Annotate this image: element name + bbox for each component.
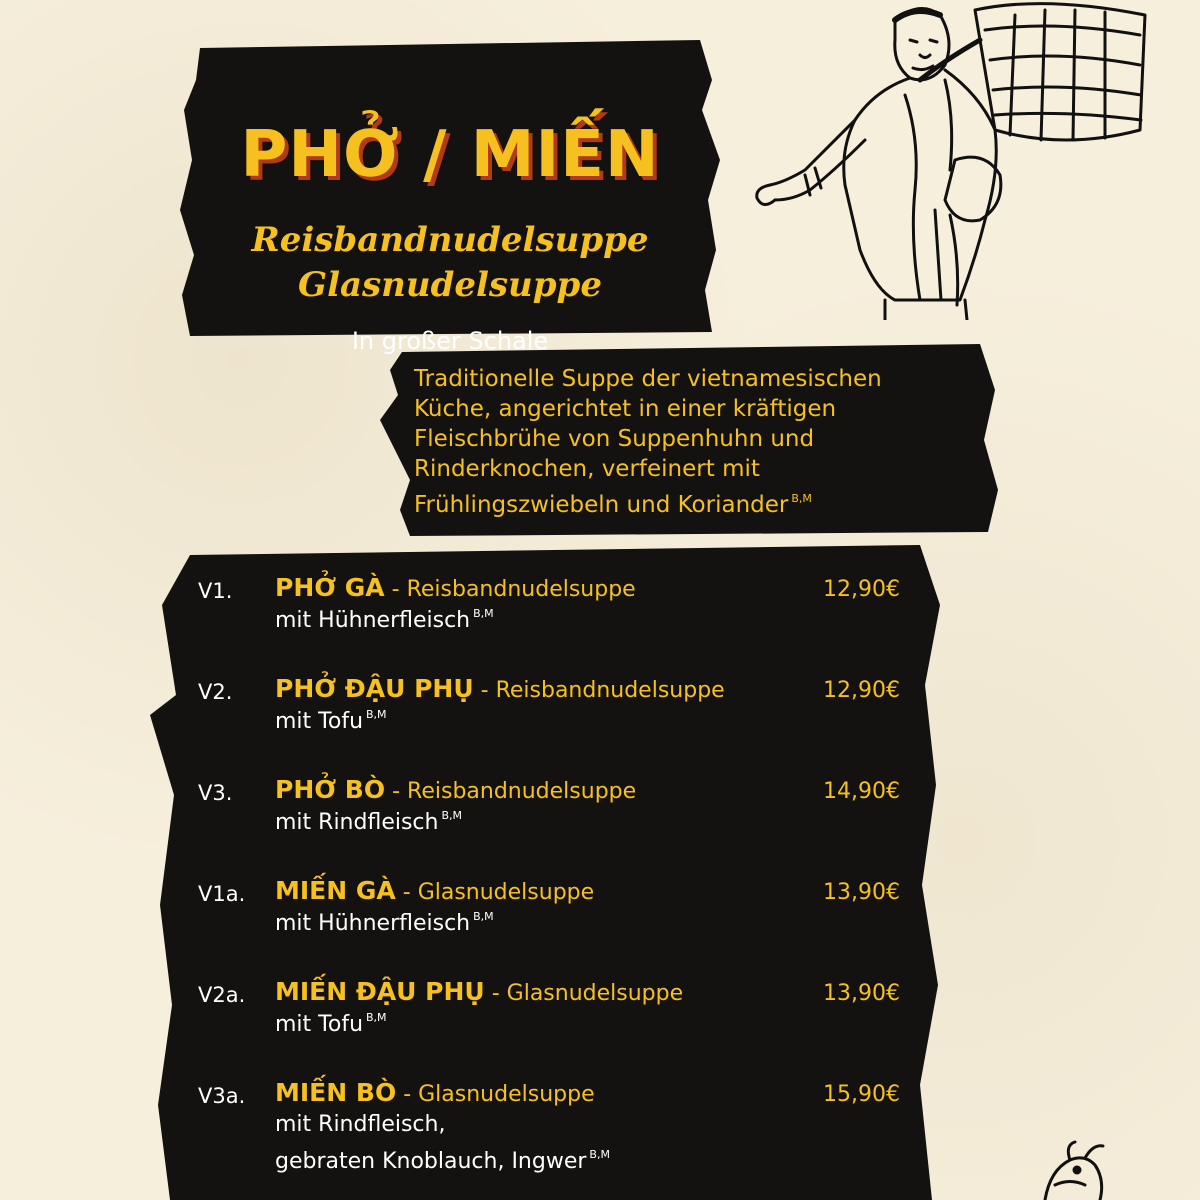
allergen-note: B,M — [441, 809, 463, 822]
item-type: - Reisbandnudelsuppe — [385, 779, 637, 804]
description-line: Frühlingszwiebeln und Koriander $^{B,M}$ — [414, 492, 812, 518]
allergen-note: B,M — [366, 1011, 387, 1024]
description-line: Rinderknochen, verfeinert mit — [414, 456, 760, 482]
subtitle-glass-noodle: Glasnudelsuppe — [298, 265, 602, 305]
item-code: V2a. — [198, 983, 246, 1007]
item-detail: mit Rindfleisch, — [275, 1112, 446, 1137]
page-title: PHỞ / MIẾN — [240, 118, 660, 192]
item-price: 15,90€ — [823, 1082, 900, 1107]
item-code: V1. — [198, 579, 233, 603]
subtitle-rice-noodle: Reisbandnudelsuppe — [251, 220, 649, 260]
item-price: 14,90€ — [823, 779, 900, 804]
item-name: PHỞ GÀ — [275, 573, 385, 602]
item-name: MIẾN GÀ — [275, 876, 396, 905]
item-type: - Glasnudelsuppe — [396, 1082, 595, 1107]
description-line: Fleischbrühe von Suppenhuhn und — [414, 426, 815, 452]
item-code: V1a. — [198, 882, 246, 906]
item-detail: mit Hühnerfleisch — [275, 911, 471, 936]
item-type: - Reisbandnudelsuppe — [473, 678, 725, 703]
allergen-note: B,M — [473, 910, 494, 923]
item-price: 13,90€ — [823, 981, 900, 1006]
item-name: MIẾN ĐẬU PHỤ — [275, 977, 485, 1006]
allergen-note: B,M — [366, 708, 387, 721]
item-price: 12,90€ — [823, 577, 900, 602]
allergen-note: B,M — [473, 607, 494, 620]
item-detail: mit Tofu — [275, 1012, 364, 1037]
item-price: 12,90€ — [823, 678, 900, 703]
description-board — [380, 340, 1000, 540]
item-name: PHỞ BÒ — [275, 775, 386, 804]
header-board — [180, 40, 720, 355]
item-detail: mit Tofu — [275, 709, 364, 734]
description-line: Traditionelle Suppe der vietnamesischen — [414, 366, 882, 392]
item-detail: mit Rindfleisch — [275, 810, 439, 835]
serving-note: In großer Schale — [351, 327, 549, 355]
item-code: V3. — [198, 781, 233, 805]
item-name: PHỞ ĐẬU PHỤ — [275, 674, 474, 703]
menu-board — [150, 545, 940, 1200]
item-code: V2. — [198, 680, 233, 704]
item-price: 13,90€ — [823, 880, 900, 905]
item-type: - Glasnudelsuppe — [484, 981, 684, 1006]
item-detail-extra: gebraten Knoblauch, Ingwer — [275, 1149, 587, 1174]
description-text — [414, 364, 994, 520]
street-vendor-illustration — [745, 0, 1200, 320]
item-code: V3a. — [198, 1084, 246, 1108]
allergen-note: B,M — [791, 492, 812, 505]
allergen-note: B,M — [589, 1148, 610, 1161]
item-detail: mit Hühnerfleisch — [275, 608, 471, 633]
item-type: - Reisbandnudelsuppe — [384, 577, 636, 602]
item-type: - Glasnudelsuppe — [395, 880, 595, 905]
item-name: MIẾN BÒ — [275, 1078, 397, 1107]
description-line: Küche, angerichtet in einer kräftigen — [414, 396, 837, 422]
dragon-ornament-icon — [1015, 1140, 1135, 1200]
